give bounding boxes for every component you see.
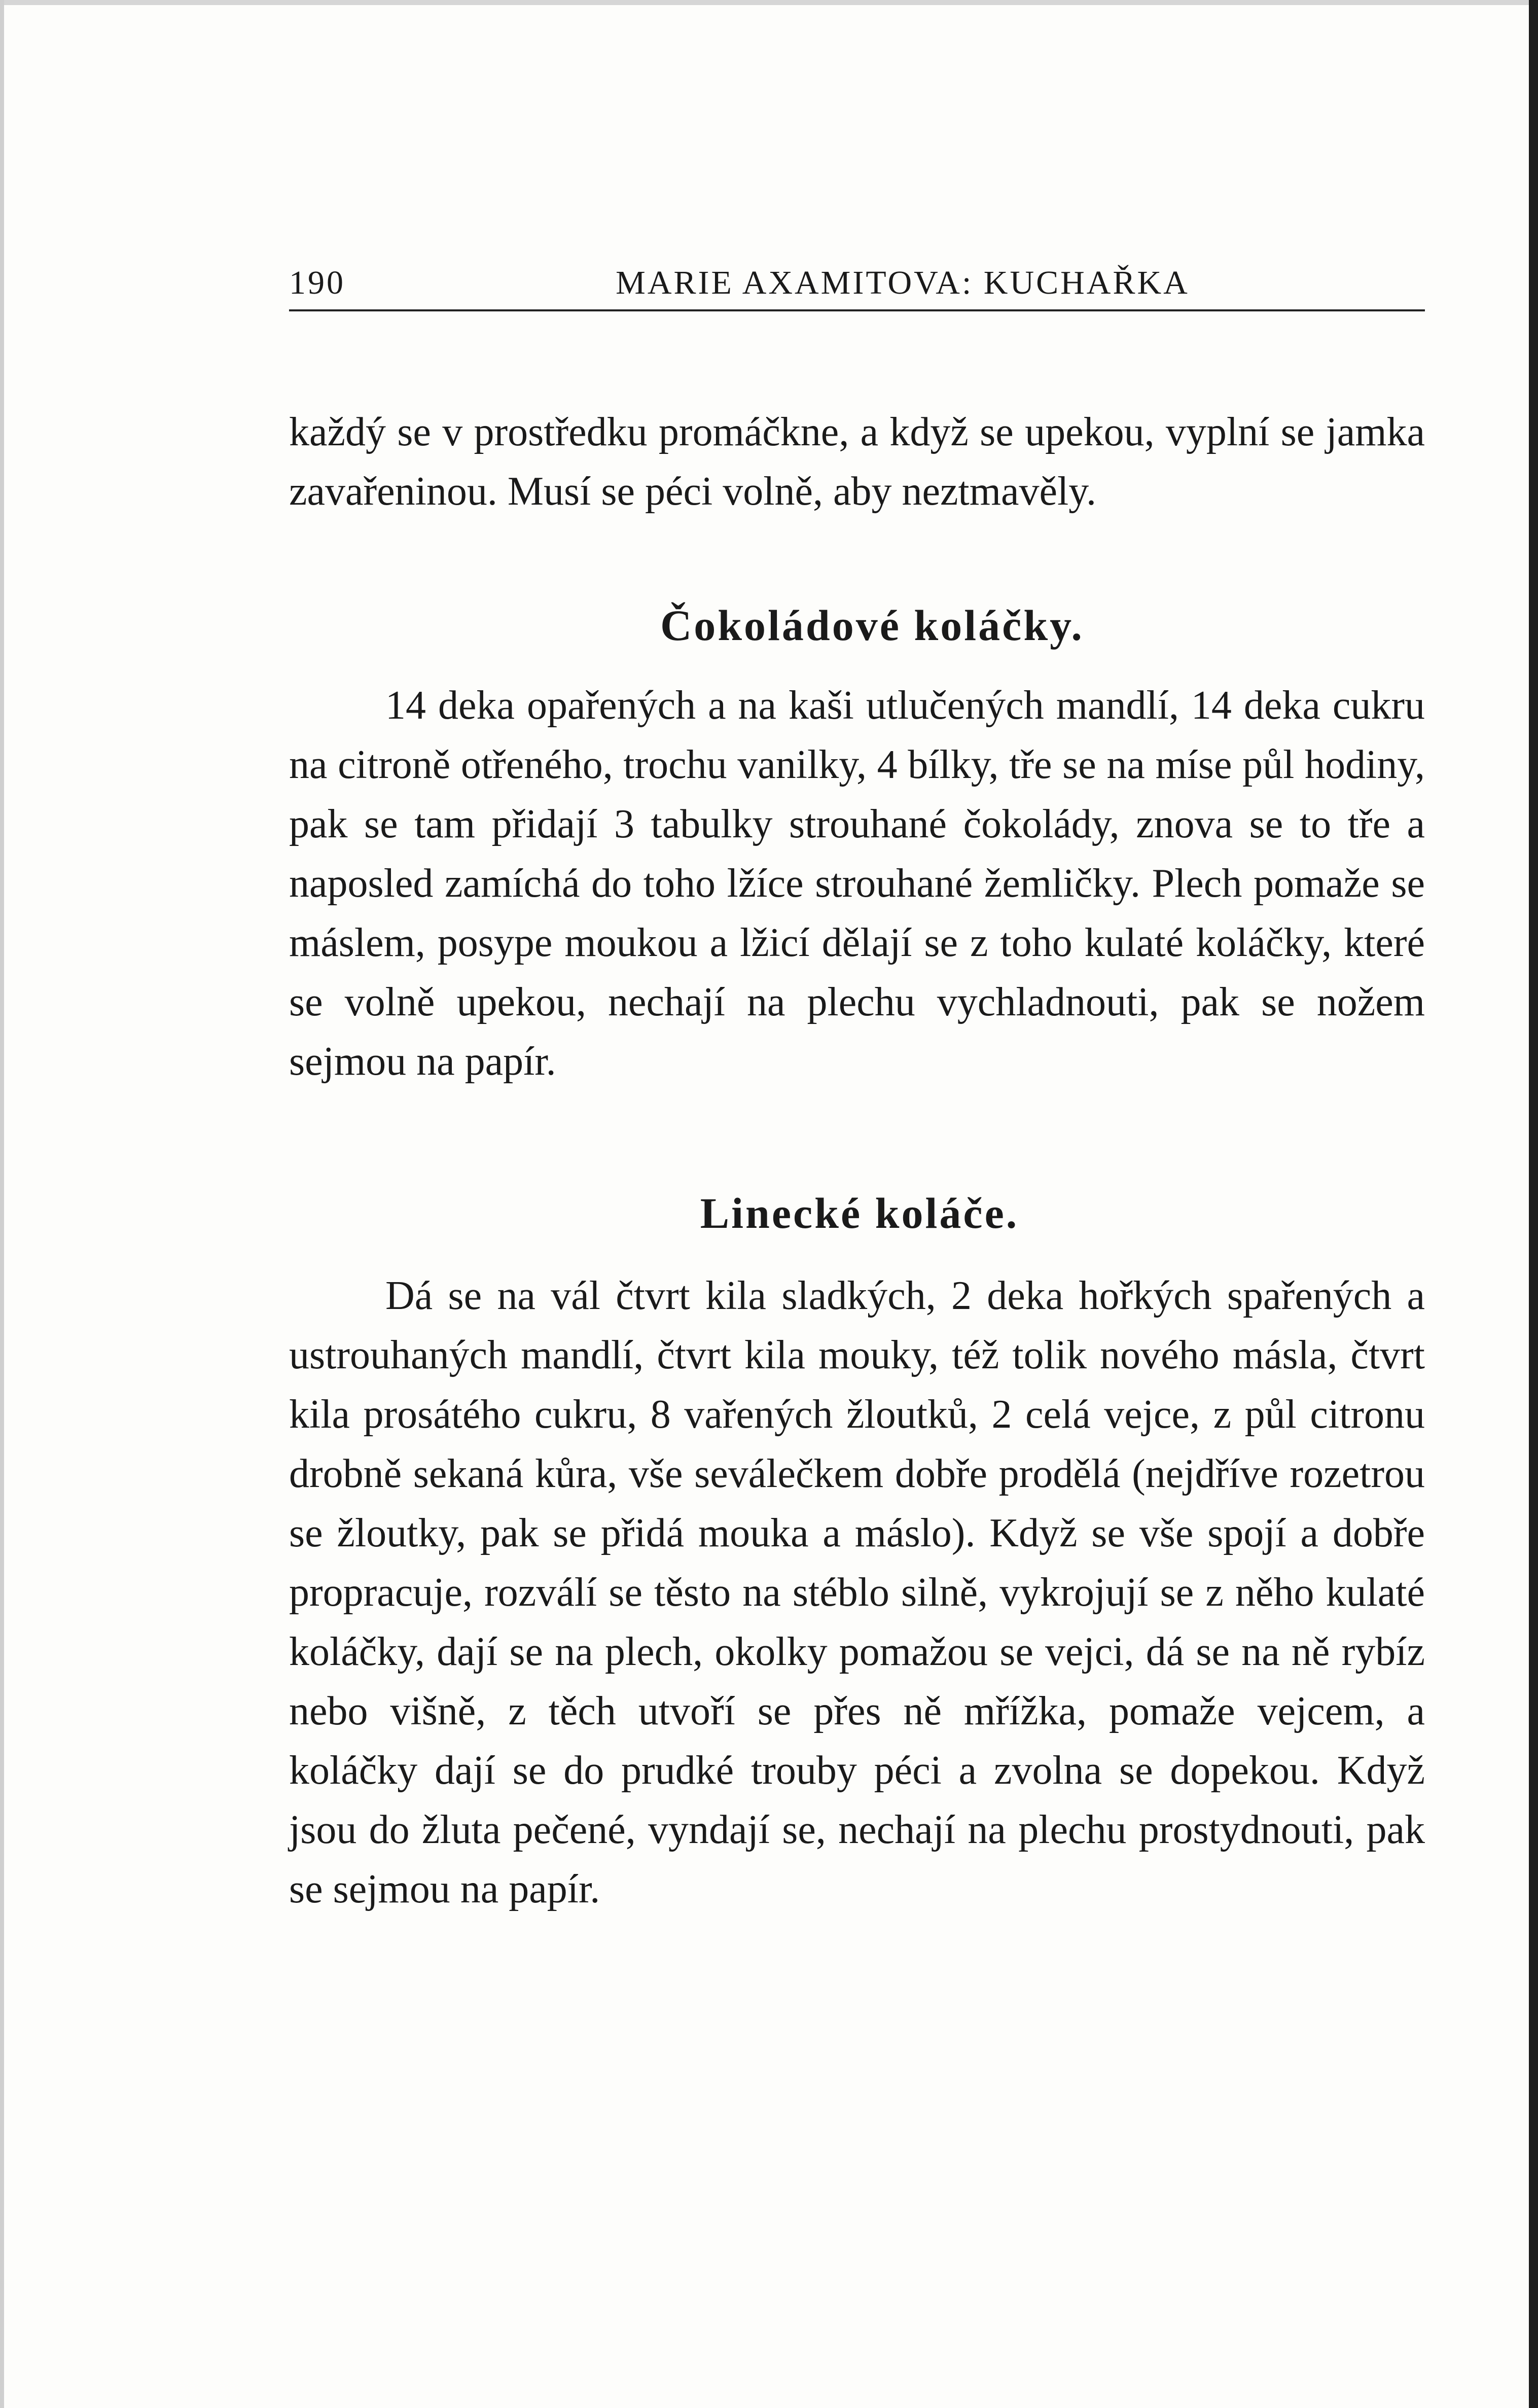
page-content xyxy=(289,264,1425,1919)
running-title: MARIE AXAMITOVA: KUCHAŘKA xyxy=(616,264,1190,301)
recipe-text-cokoladove: 14 deka opařených a na kaši utlučených mandlí, 14 deka cukru na citroně otřeného, trochu vanilky, 4 bílky, tře se na míse půl hodiny, pak se tam přidají 3 tabulky strouhané čokolády, znova se to tře a naposled zamíchá do toho lžíce strouhané žemličky. Plech pomaže se máslem, posype moukou a lžicí dělají se z toho kulaté koláčky, které se volně upekou, nechají na plechu vychladnouti, pak se nožem sejmou na papír. xyxy=(289,683,1425,1084)
recipe-heading-linecke: Linecké koláče. xyxy=(700,1189,1019,1237)
page-number: 190 xyxy=(289,264,345,301)
continued-paragraph: každý se v prostředku promáčkne, a když se upekou, vyplní se jamka zavařeninou. Musí se péci volně, aby neztmavěly. xyxy=(289,410,1425,514)
running-header xyxy=(289,264,1425,311)
recipe-text-linecke: Dá se na vál čtvrt kila sladkých, 2 deka hořkých spařených a ustrouhaných mandlí, čtvrt kila mouky, též tolik nového másla, čtvrt kila prosátého cukru, 8 vařených žloutků, 2 celá vejce, z půl citronu drobně sekaná kůra, vše seválečkem dobře prodělá (nejdříve rozetrou se žloutky, pak se přidá mouka a máslo). Když se vše spojí a dobře propracuje, rozválí se těsto na stéblo silně, vykrojují se z něho kulaté koláčky, dají se na plech, okolky pomažou se vejci, dá se na ně rybíz nebo višně, z těch utvoří se přes ně mřížka, pomaže vejcem, a koláčky dají se do prudké trouby péci a zvolna se dopekou. Když jsou do žluta pečené, vyndají se, nechají na plechu prostydnouti, pak se sejmou na papír. xyxy=(289,1273,1425,1911)
scan-edge-right xyxy=(1529,0,1538,2408)
recipe-heading-cokoladove: Čokoládové koláčky. xyxy=(660,601,1084,650)
scan-edge-left xyxy=(0,0,4,2408)
scan-edge-top xyxy=(0,0,1538,5)
